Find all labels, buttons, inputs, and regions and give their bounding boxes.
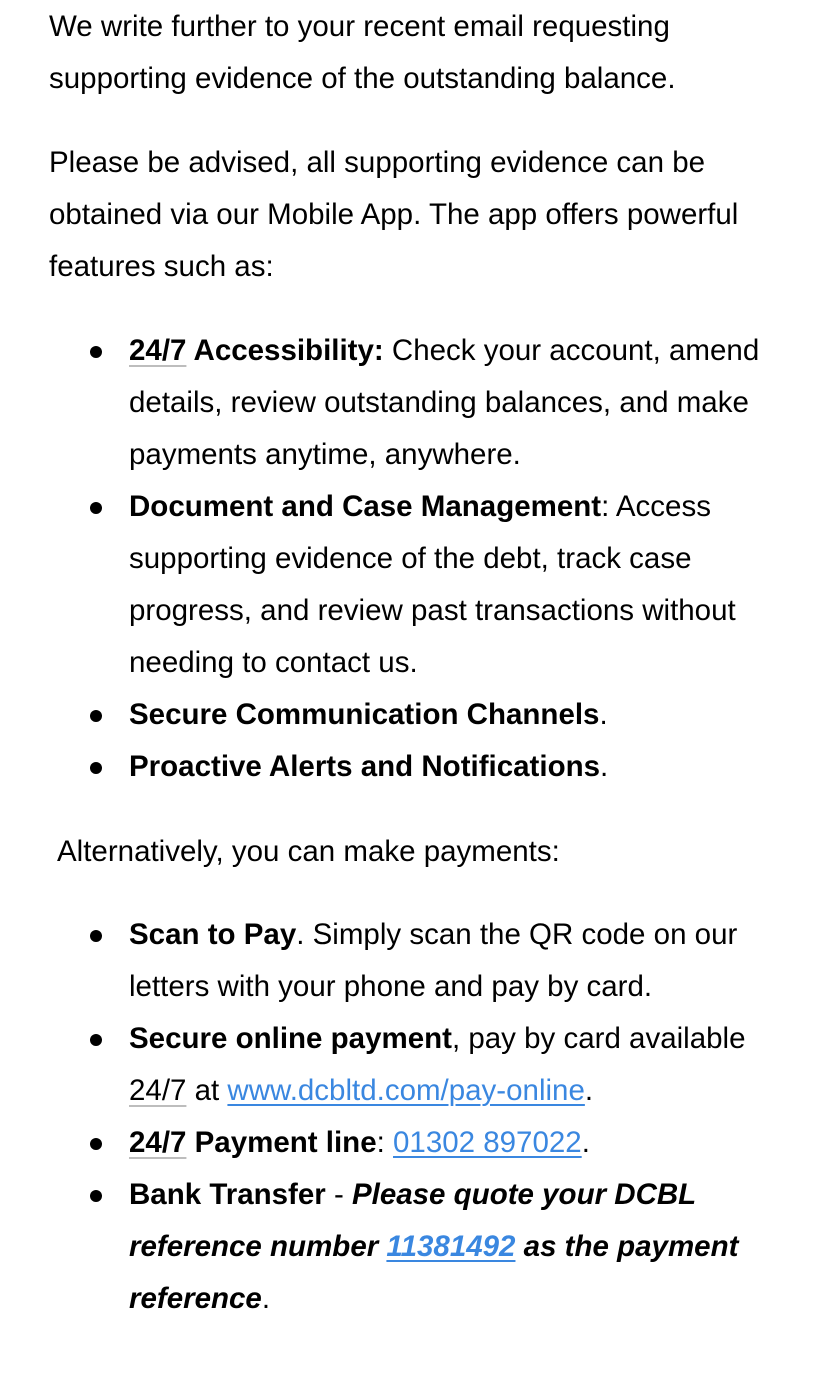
payment-text: , pay by card available — [451, 1022, 746, 1055]
list-item — [49, 741, 789, 793]
list-item — [49, 1117, 789, 1169]
payment-text: at — [186, 1074, 228, 1107]
feature-text: . — [600, 750, 609, 783]
payment-text: . — [581, 1126, 590, 1159]
payment-text: . — [584, 1074, 594, 1107]
payment-term: Bank Transfer — [129, 1178, 326, 1211]
payment-term: Secure online payment — [129, 1022, 452, 1055]
app-features-list — [49, 325, 789, 793]
feature-term: Secure Communication Channels — [129, 698, 600, 731]
payment-text: . Simply scan the QR code on our letters with your phone and pay by card. — [129, 918, 738, 1003]
list-item — [49, 325, 789, 481]
feature-term: Document and Case Management — [129, 490, 602, 523]
payment-text: : — [376, 1126, 394, 1159]
list-item — [49, 1169, 789, 1325]
list-item — [49, 481, 789, 689]
phone-link[interactable]: 01302 897022 — [393, 1126, 582, 1159]
feature-term: Proactive Alerts and Notifications — [129, 750, 601, 783]
detected-time-24-7[interactable]: 24/7 — [129, 1126, 187, 1159]
reference-instruction: as the payment reference — [129, 1230, 739, 1315]
detected-time-24-7[interactable]: 24/7 — [129, 334, 187, 367]
feature-term: Accessibility: — [186, 334, 384, 367]
list-item — [49, 1013, 789, 1117]
detected-time-24-7[interactable]: 24/7 — [129, 1074, 187, 1107]
feature-text: : Access supporting evidence of the debt, track case progress, and review past transactions without needing to contact us. — [129, 490, 736, 679]
pay-online-link[interactable]: www.dcbltd.com/pay-online — [227, 1074, 585, 1107]
feature-text: . — [599, 698, 608, 731]
payment-text: - — [325, 1178, 352, 1211]
payment-term: Payment line — [186, 1126, 377, 1159]
app-paragraph: Please be advised, all supporting evidence can be obtained via our Mobile App. The app offers powerful features such as: — [49, 146, 739, 283]
list-item — [49, 689, 789, 741]
payment-term: Scan to Pay — [129, 918, 297, 951]
feature-text: Check your account, amend details, review outstanding balances, and make payments anytime, anywhere. — [129, 334, 760, 471]
intro-paragraph: We write further to your recent email requesting supporting evidence of the outstanding balance. — [49, 10, 676, 95]
payment-text: . — [261, 1282, 271, 1315]
reference-instruction: Please quote your DCBL reference number — [129, 1178, 696, 1263]
payment-options-list — [49, 909, 789, 1325]
list-item — [49, 909, 789, 1013]
reference-number-link[interactable]: 11381492 — [386, 1230, 516, 1263]
alternatively-paragraph: Alternatively, you can make payments: — [57, 835, 560, 868]
